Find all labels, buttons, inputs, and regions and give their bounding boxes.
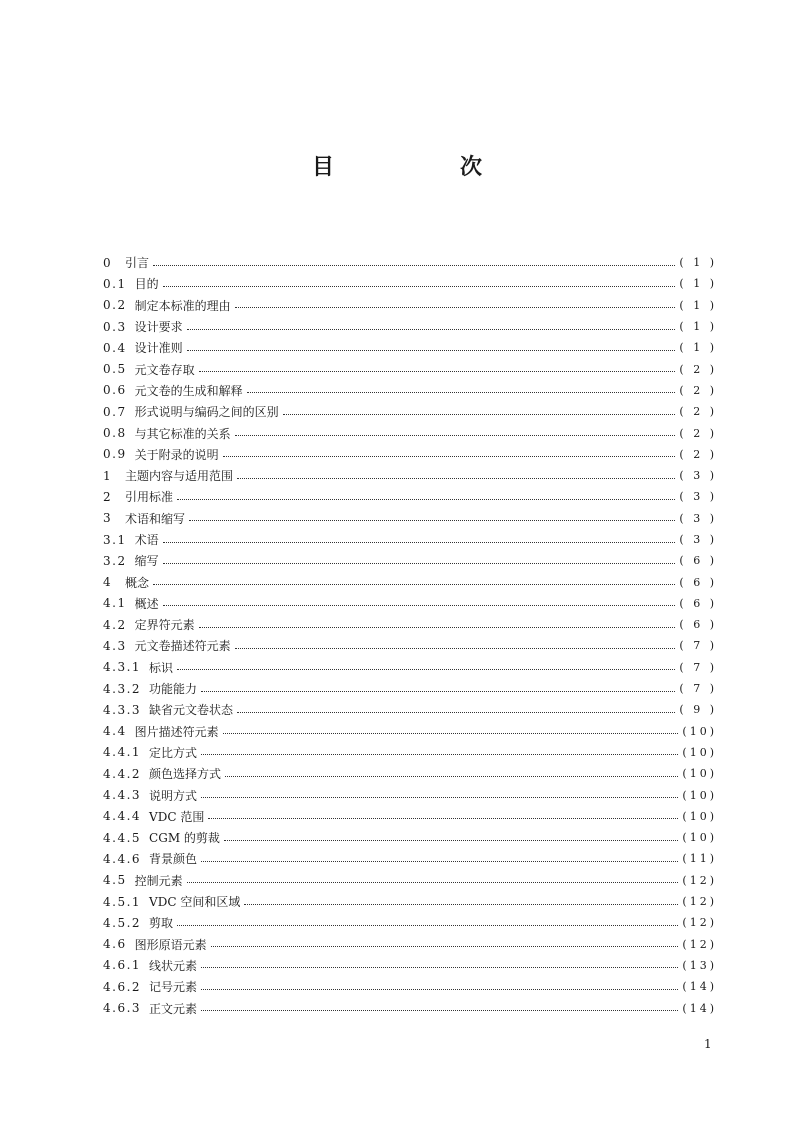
toc-entry-page: ( 3 ) — [679, 533, 717, 546]
toc-entry-page: ( 1 ) — [679, 298, 717, 312]
toc-leader-dots — [177, 668, 675, 670]
toc-entry-number: 4.3.3 — [103, 702, 142, 717]
toc-leader-dots — [201, 988, 678, 990]
toc-entry-number: 0.4 — [103, 340, 127, 355]
toc-entry-page: (13) — [682, 958, 717, 972]
toc-entry-title: 正文元素 — [149, 1001, 198, 1016]
toc-leader-dots — [224, 839, 678, 841]
toc-entry-title: 记号元素 — [149, 980, 198, 995]
toc-leader-dots — [187, 881, 679, 883]
toc-entry-page: ( 2 ) — [679, 447, 717, 461]
toc-entry — [103, 827, 717, 848]
toc-leader-dots — [199, 370, 676, 372]
toc-entry — [103, 742, 717, 763]
toc-entry-page: (10) — [682, 724, 717, 738]
toc-entry — [103, 976, 717, 997]
toc-leader-dots — [223, 455, 676, 457]
toc-entry — [103, 550, 717, 571]
toc-entry-page: ( 6 ) — [679, 618, 717, 632]
toc-entry-title: CGM 的剪裁 — [149, 831, 220, 846]
toc-entry-title: 缩写 — [134, 554, 159, 569]
toc-entry — [103, 848, 717, 869]
toc-entry-title: 引言 — [125, 256, 150, 271]
toc-entry-title: 功能能力 — [149, 682, 198, 697]
toc-entry-number: 0.2 — [103, 298, 127, 313]
toc-entry-page: ( 7 ) — [679, 660, 717, 674]
toc-entry-title: VDC 空间和区域 — [149, 895, 241, 910]
toc-entry-title: 目的 — [134, 277, 159, 292]
toc-entry-title: 形式说明与编码之间的区别 — [134, 405, 279, 420]
toc-leader-dots — [163, 562, 676, 564]
toc-entry-number: 4.5.2 — [103, 915, 142, 930]
toc-entry — [103, 252, 717, 273]
toc-entry-page: (12) — [682, 937, 717, 951]
toc-entry-number: 4.3 — [103, 638, 127, 653]
toc-entry — [103, 614, 717, 635]
toc-entry-title: 与其它标准的关系 — [134, 426, 231, 441]
toc-entry-title: 说明方式 — [149, 788, 198, 803]
toc-entry-number: 4.4.1 — [103, 745, 142, 760]
toc-entry — [103, 444, 717, 465]
toc-entry — [103, 657, 717, 678]
toc-entry-page: (10) — [682, 831, 717, 845]
toc-leader-dots — [189, 519, 675, 521]
toc-leader-dots — [163, 541, 676, 543]
table-of-contents — [103, 252, 717, 1019]
toc-entry-number: 0.5 — [103, 362, 127, 377]
toc-entry — [103, 635, 717, 656]
toc-entry — [103, 955, 717, 976]
toc-entry-number: 4.4.3 — [103, 788, 142, 803]
toc-entry-page: (10) — [682, 788, 717, 802]
toc-entry-title: 图形原语元素 — [134, 937, 207, 952]
toc-entry — [103, 870, 717, 891]
toc-leader-dots — [225, 775, 678, 777]
toc-entry-title: 线状元素 — [149, 958, 198, 973]
toc-leader-dots — [201, 860, 678, 862]
toc-leader-dots — [235, 306, 676, 308]
toc-entry-number: 3.2 — [103, 553, 127, 568]
toc-entry-title: 关于附录的说明 — [134, 447, 219, 462]
toc-entry-number: 4.4.6 — [103, 851, 142, 866]
toc-entry — [103, 358, 717, 379]
toc-entry — [103, 316, 717, 337]
toc-leader-dots — [163, 604, 676, 606]
toc-entry-number: 0.9 — [103, 447, 127, 462]
toc-entry — [103, 465, 717, 486]
toc-entry-number: 3 — [103, 511, 113, 526]
toc-entry-number: 4.5.1 — [103, 894, 142, 909]
toc-entry — [103, 571, 717, 592]
toc-entry-title: 概述 — [134, 596, 159, 611]
toc-entry-title: 设计要求 — [134, 320, 183, 335]
toc-entry-title: 术语 — [134, 533, 159, 547]
toc-entry — [103, 337, 717, 358]
toc-entry-page: (10) — [682, 809, 717, 823]
toc-entry-title: 元文卷存取 — [134, 362, 195, 377]
toc-entry-page: ( 9 ) — [679, 703, 717, 717]
toc-entry-page: ( 6 ) — [679, 554, 717, 568]
toc-entry-page: ( 2 ) — [679, 362, 717, 376]
toc-entry-number: 4.3.2 — [103, 681, 142, 696]
toc-entry-page: (14) — [682, 980, 717, 994]
toc-entry-number: 4.5 — [103, 873, 127, 888]
toc-leader-dots — [237, 477, 675, 479]
toc-entry-title: 剪取 — [149, 916, 174, 931]
toc-entry-number: 4.6 — [103, 937, 127, 952]
toc-entry-page: ( 6 ) — [679, 575, 717, 589]
toc-entry-title: 元文卷描述符元素 — [134, 639, 231, 654]
toc-leader-dots — [211, 945, 679, 947]
toc-entry-page: ( 3 ) — [679, 511, 717, 525]
toc-leader-dots — [201, 690, 675, 692]
toc-entry-number: 4.2 — [103, 617, 127, 632]
toc-entry-page: (12) — [682, 916, 717, 930]
toc-entry — [103, 784, 717, 805]
toc-entry-title: 定界符元素 — [134, 618, 195, 633]
toc-entry-number: 4.4.5 — [103, 830, 142, 845]
toc-entry-page: ( 1 ) — [679, 256, 717, 270]
toc-leader-dots — [223, 732, 679, 734]
page-title: 目 次 — [311, 155, 534, 180]
toc-entry-number: 4.4.4 — [103, 809, 142, 824]
toc-entry-page: ( 2 ) — [679, 383, 717, 397]
toc-entry-number: 2 — [103, 489, 113, 504]
toc-leader-dots — [235, 647, 676, 649]
toc-leader-dots — [283, 413, 676, 415]
toc-entry-page: ( 7 ) — [679, 682, 717, 696]
toc-entry-title: 缺省元文卷状态 — [149, 703, 234, 718]
page-number: 1 — [704, 1037, 712, 1051]
toc-entry-title: 概念 — [125, 575, 150, 590]
toc-leader-dots — [187, 328, 676, 330]
toc-leader-dots — [237, 711, 675, 713]
toc-entry-number: 4.6.1 — [103, 958, 142, 973]
toc-entry-page: ( 2 ) — [679, 405, 717, 419]
toc-leader-dots — [187, 349, 676, 351]
toc-entry — [103, 678, 717, 699]
toc-entry-page: ( 1 ) — [679, 320, 717, 334]
toc-entry — [103, 486, 717, 507]
toc-entry-number: 0.8 — [103, 426, 127, 441]
toc-leader-dots — [208, 817, 678, 819]
toc-entry-page: (12) — [682, 873, 717, 887]
toc-entry — [103, 593, 717, 614]
toc-entry — [103, 529, 717, 550]
toc-entry-number: 0.7 — [103, 404, 127, 419]
toc-entry-page: (12) — [682, 895, 717, 909]
toc-entry — [103, 401, 717, 422]
toc-entry-number: 4.3.1 — [103, 660, 142, 675]
toc-entry-page: ( 3 ) — [679, 490, 717, 504]
toc-entry-page: ( 3 ) — [679, 469, 717, 483]
toc-entry-number: 4.6.2 — [103, 979, 142, 994]
toc-entry-number: 4.4 — [103, 724, 127, 739]
toc-entry-page: (11) — [682, 852, 717, 866]
toc-leader-dots — [201, 1009, 678, 1011]
toc-entry — [103, 273, 717, 294]
toc-entry-number: 0.3 — [103, 319, 127, 334]
toc-entry-title: 元文卷的生成和解释 — [134, 383, 243, 398]
toc-entry — [103, 997, 717, 1018]
toc-entry — [103, 295, 717, 316]
toc-entry-page: ( 6 ) — [679, 596, 717, 610]
toc-leader-dots — [244, 903, 678, 905]
toc-leader-dots — [201, 796, 678, 798]
toc-leader-dots — [201, 753, 678, 755]
toc-entry-title: 图片描述符元素 — [134, 724, 219, 739]
toc-entry — [103, 508, 717, 529]
toc-entry — [103, 912, 717, 933]
toc-leader-dots — [247, 391, 676, 393]
toc-leader-dots — [177, 924, 678, 926]
toc-entry-title: 术语和缩写 — [125, 511, 186, 526]
toc-entry-number: 0.6 — [103, 383, 127, 398]
toc-entry — [103, 891, 717, 912]
toc-entry-page: (10) — [682, 767, 717, 781]
toc-entry-number: 4.1 — [103, 596, 127, 611]
toc-entry-number: 1 — [103, 468, 113, 483]
toc-leader-dots — [199, 626, 676, 628]
toc-entry — [103, 934, 717, 955]
toc-leader-dots — [163, 285, 676, 287]
toc-entry-number: 3.1 — [103, 532, 127, 547]
toc-entry-page: ( 2 ) — [679, 426, 717, 440]
toc-entry — [103, 721, 717, 742]
toc-entry-title: 背景颜色 — [149, 852, 198, 867]
toc-entry — [103, 806, 717, 827]
toc-entry — [103, 380, 717, 401]
toc-entry-number: 4.4.2 — [103, 766, 142, 781]
toc-entry-title: 定比方式 — [149, 745, 198, 760]
toc-leader-dots — [201, 966, 678, 968]
toc-entry-title: VDC 范围 — [149, 809, 205, 824]
toc-entry-page: ( 7 ) — [679, 639, 717, 653]
toc-entry-title: 设计准则 — [134, 341, 183, 356]
toc-entry-title: 颜色选择方式 — [149, 767, 222, 782]
toc-entry — [103, 763, 717, 784]
toc-entry — [103, 699, 717, 720]
toc-leader-dots — [153, 264, 675, 266]
toc-entry-title: 制定本标准的理由 — [134, 298, 231, 313]
toc-entry — [103, 422, 717, 443]
toc-entry-page: ( 1 ) — [679, 277, 717, 291]
toc-entry-number: 4 — [103, 575, 113, 590]
toc-entry-page: (14) — [682, 1001, 717, 1015]
toc-leader-dots — [153, 583, 675, 585]
toc-entry-page: (10) — [682, 745, 717, 759]
toc-entry-number: 4.6.3 — [103, 1001, 142, 1016]
toc-entry-title: 控制元素 — [134, 873, 183, 888]
toc-entry-title: 主题内容与适用范围 — [125, 469, 234, 484]
toc-entry-title: 标识 — [149, 660, 174, 675]
toc-entry-title: 引用标准 — [125, 490, 174, 505]
toc-entry-number: 0 — [103, 255, 113, 270]
toc-leader-dots — [235, 434, 676, 436]
toc-entry-page: ( 1 ) — [679, 341, 717, 355]
toc-leader-dots — [177, 498, 675, 500]
toc-entry-number: 0.1 — [103, 276, 127, 291]
